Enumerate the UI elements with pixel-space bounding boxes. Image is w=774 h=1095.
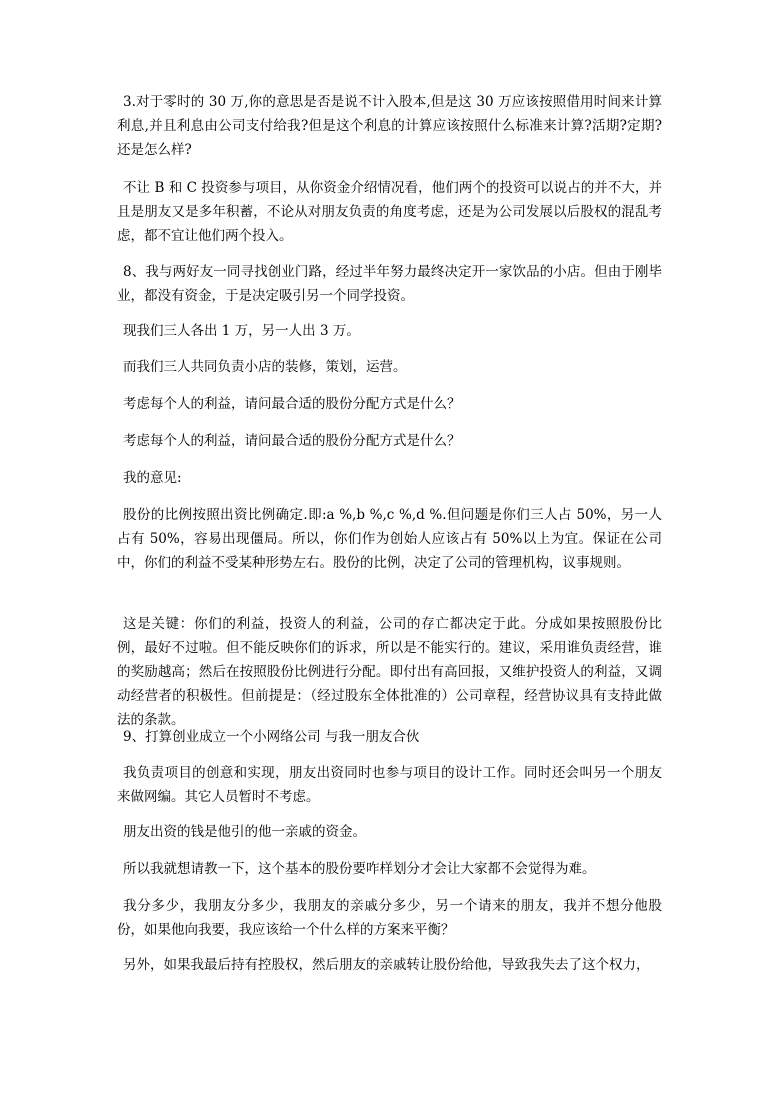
paragraph-9: 股份的比例按照出资比例确定.即:a %,b %,c %,d %.但问题是你们三人占 50%，另一人占有 50%，容易出现僵局。所以，你们作为创始人应该占有 50%以上为宜。保证在公司中，你们的利益不受某种形势左右。股份的比例，决定了公司的管理机构，议事规则。	[117, 507, 662, 571]
paragraph-6: 考虑每个人的利益，请问最合适的股份分配方式是什么？	[123, 396, 461, 412]
paragraph-16: 另外，如果我最后持有控股权，然后朋友的亲戚转让股份给他，导致我失去了这个权力，	[123, 957, 650, 973]
paragraph-13: 朋友出资的钱是他引的他一亲戚的资金。	[123, 824, 366, 840]
paragraph-11: 9、打算创业成立一个小网络公司 与我一朋友合伙	[123, 729, 420, 745]
paragraph-3: 8、我与两好友一同寻找创业门路，经过半年努力最终决定开一家饮品的小店。但由于刚毕业，都没有资金，于是决定吸引另一个同学投资。	[117, 264, 662, 304]
paragraph-15: 我分多少，我朋友分多少，我朋友的亲戚分多少，另一个请来的朋友，我并不想分他股份，如果他向我要，我应该给一个什么样的方案来平衡？	[117, 898, 662, 938]
paragraph-12: 我负责项目的创意和实现，朋友出资同时也参与项目的设计工作。同时还会叫另一个朋友来做网编。其它人员暂时不考虑。	[117, 765, 662, 805]
paragraph-10: 这是关键：你们的利益，投资人的利益，公司的存亡都决定于此。分成如果按照股份比例，最好不过啦。但不能反映你们的诉求，所以是不能实行的。建议，采用谁负责经营，谁的奖励越高；然后在按照股份比例进行分配。即付出有高回报，又维护投资人的利益，又调动经营者的积极性。但前提是：（经过股东全体批准的）公司章程，经营协议具有支持此做法的条款。	[117, 616, 662, 728]
paragraph-5: 而我们三人共同负责小店的装修，策划，运营。	[123, 359, 407, 375]
paragraph-8: 我的意见:	[123, 470, 182, 486]
paragraph-4: 现我们三人各出 1 万，另一人出 3 万。	[123, 323, 360, 339]
paragraph-7: 考虑每个人的利益，请问最合适的股份分配方式是什么？	[123, 433, 461, 449]
paragraph-2: 不让 B 和 C 投资参与项目，从你资金介绍情况看，他们两个的投资可以说占的并不大，并且是朋友又是多年积蓄，不论从对朋友负责的角度考虑，还是为公司发展以后股权的混乱考虑，都不宜让他们两个投入。	[117, 180, 662, 244]
paragraph-14: 所以我就想请教一下，这个基本的股份要咋样划分才会让大家都不会觉得为难。	[123, 861, 596, 877]
paragraph-1: 3.对于零时的 30 万,你的意思是否是说不计入股本,但是这 30 万应该按照借用时间来计算利息,并且利息由公司支付给我?但是这个利息的计算应该按照什么标准来计算?活期?定期?还是怎么样?	[117, 94, 662, 158]
